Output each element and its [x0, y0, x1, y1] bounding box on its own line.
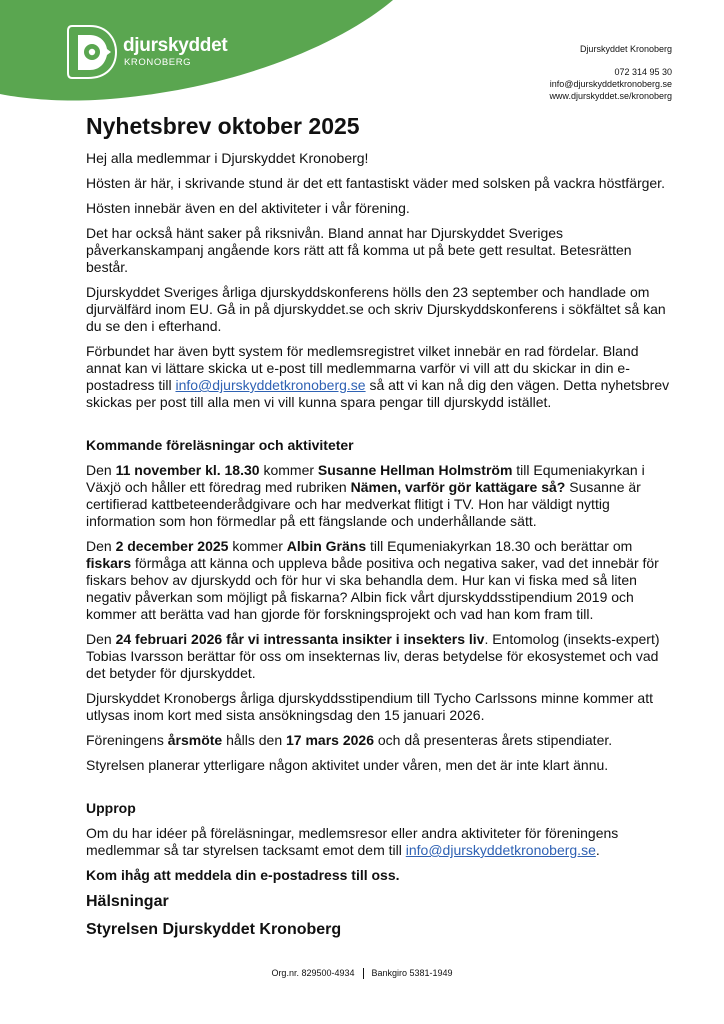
upprop-reminder: Kom ihåg att meddela din e-postadress till oss.: [86, 867, 400, 883]
email-link[interactable]: info@djurskyddetkronoberg.se: [175, 377, 366, 393]
event-scholarship: Djurskyddet Kronobergs årliga djurskyddsstipendium till Tycho Carlssons minne kommer att utlysas inom kort med sista ansökningsdag den 15 januari 2026.: [86, 690, 653, 723]
events-heading: Kommande föreläsningar och aktiviteter: [86, 437, 354, 453]
closing-greeting: Hälsningar: [86, 893, 169, 910]
closing-signature: Styrelsen Djurskyddet Kronoberg: [86, 921, 342, 938]
upprop-heading: Upprop: [86, 800, 136, 816]
event-insect-lecture: Den 24 februari 2026 får vi intressanta insikter i insekters liv. Entomolog (insekts-expert) Tobias Ivarsson berättar för oss om insekternas liv, deras betydelse för ekosystemet och vad det betyder för djurskyddet.: [86, 631, 660, 681]
paragraph-autumn: Hösten är här, i skrivande stund är det ett fantastiskt väder med solsken på vackra höstfärger.: [86, 175, 665, 191]
newsletter-body: [86, 112, 676, 948]
paragraph-activities: Hösten innebär även en del aktiviteter i vår förening.: [86, 200, 410, 216]
greeting: Hej alla medlemmar i Djurskyddet Kronoberg!: [86, 150, 369, 166]
event-fish-lecture: Den 2 december 2025 kommer Albin Gräns till Equmeniakyrkan 18.30 och berättar om fiskars förmåga att känna och uppleva både positiva och negativa saker, vad det innebär för fiskars behov av djurskydd och för hur vi ska behandla dem. Hur kan vi fiska med så liten negativ påverkan som möjligt på fiskarna? Albin fick vårt djurskyddsstipendium 2019 och kommer att berätta vad han gjorde för forskningsprojekt och vad han kom fram till.: [86, 538, 659, 622]
footer-org-nr: Org.nr. 829500-4934: [271, 968, 355, 978]
footer: [0, 968, 724, 979]
page-title: Nyhetsbrev oktober 2025: [86, 113, 360, 139]
contact-website[interactable]: www.djurskyddet.se/kronoberg: [549, 91, 672, 101]
contact-block: [549, 43, 672, 102]
logo-wordmark: djurskyddet: [123, 35, 228, 56]
logo[interactable]: [66, 22, 266, 82]
logo-subtitle: KRONOBERG: [124, 57, 192, 68]
d-bird-icon: [66, 22, 118, 80]
event-planned: Styrelsen planerar ytterligare någon aktivitet under våren, men det är inte klart ännu.: [86, 757, 609, 773]
event-cat-lecture: Den 11 november kl. 18.30 kommer Susanne Hellman Holmström till Equmeniakyrkan i Växjö och håller ett föredrag med rubriken Nämen, varför gör kattägare så? Susanne är certifierad kattbeteenderådgivare och har medverkat flitigt i TV. Hon har väldigt nyttig information som hon förmedlar på ett fängslande och underhållande sätt.: [86, 462, 645, 529]
upprop-email-link[interactable]: info@djurskyddetkronoberg.se: [405, 842, 596, 858]
paragraph-conference: Djurskyddet Sveriges årliga djurskyddskonferens hölls den 23 september och handlade om djurvälfärd inom EU. Gå in på djurskyddet.se och skriv Djurskyddskonferens i sökfältet så kan du se den i efterhand.: [86, 284, 666, 334]
event-annual-meeting: Föreningens årsmöte hålls den 17 mars 2026 och då presenteras årets stipendiater.: [86, 732, 613, 748]
contact-email[interactable]: info@djurskyddetkronoberg.se: [549, 79, 672, 89]
paragraph-member-registry: Förbundet har även bytt system för medlemsregistret vilket innebär en rad fördelar. Bland annat kan vi lättare skicka ut e-post till medlemmarna varför vi vill att du skickar in din e-postadress till info@djurskyddetkronoberg.se så att vi kan nå dig den vägen. Detta nyhetsbrev skickas per post till alla men vi vill kunna spara pengar till djurskydd istället.: [86, 343, 670, 410]
contact-org: Djurskyddet Kronoberg: [579, 44, 672, 54]
footer-separator: [363, 968, 364, 979]
contact-phone: 072 314 95 30: [614, 67, 672, 77]
paragraph-national-news: Det har också hänt saker på riksnivån. Bland annat har Djurskyddet Sveriges påverkanskampanj angående kors rätt att få komma ut på bete gett resultat. Betesrätten består.: [86, 225, 632, 275]
footer-bankgiro: Bankgiro 5381-1949: [371, 968, 453, 978]
upprop-text: Om du har idéer på föreläsningar, medlemsresor eller andra aktiviteter för föreningens medlemmar så tar styrelsen tacksamt emot dem till info@djurskyddetkronoberg.se.: [86, 825, 619, 858]
